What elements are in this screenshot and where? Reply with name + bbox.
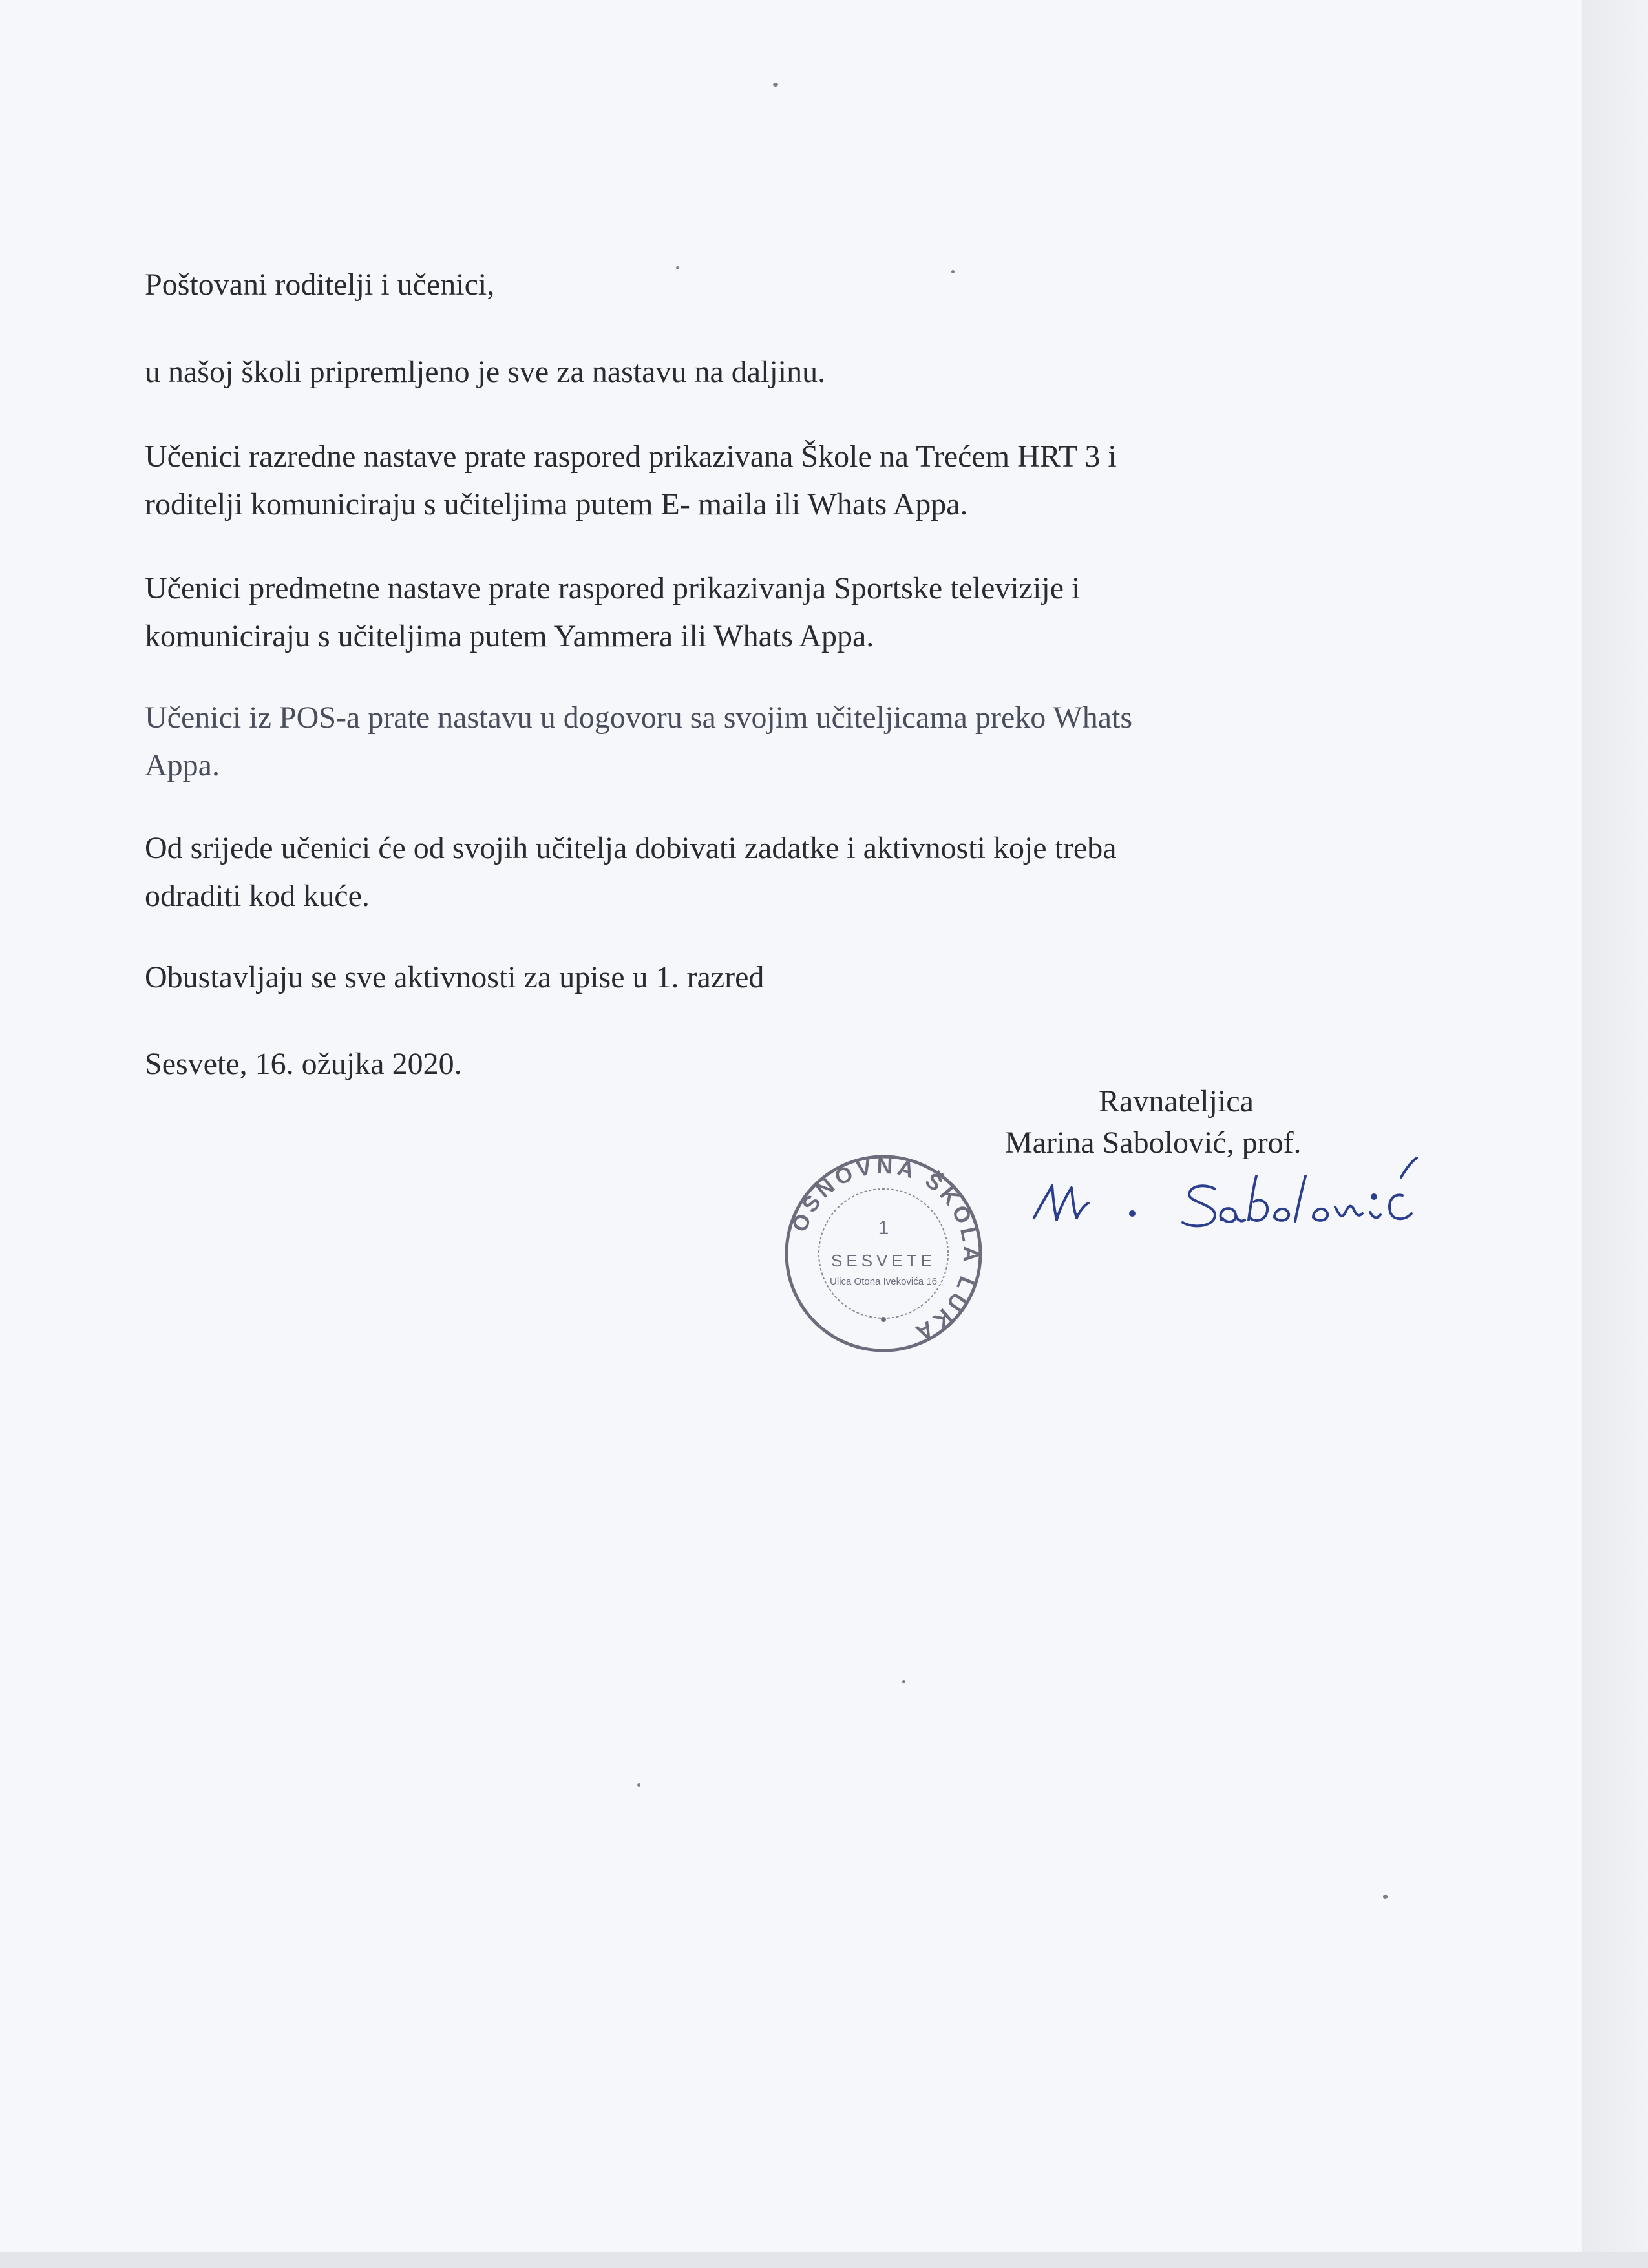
stamp-ring-text: OSNOVNA ŠKOLA LUKA: [787, 1153, 984, 1347]
stamp-number: 1: [878, 1217, 889, 1239]
paragraph-pos-students: [145, 694, 1132, 790]
paragraph-upper-grades: [145, 565, 1080, 660]
scanner-edge-right: [1582, 0, 1648, 2268]
paragraph-enrollment: Obustavljaju se sve aktivnosti za upise u 1. razred: [145, 960, 765, 994]
scanner-edge-bottom: [0, 2252, 1648, 2268]
paragraph-line: komuniciraju s učiteljima putem Yammera ili Whats Appa.: [145, 619, 874, 653]
paragraph-lower-grades: [145, 433, 1117, 529]
stamp-address: Ulica Otona Ivekovića 16: [830, 1276, 937, 1287]
stamp-graphic: [780, 1150, 987, 1357]
scan-speck: [773, 83, 778, 87]
letter-intro: u našoj školi pripremljeno je sve za nastavu na daljinu.: [145, 355, 826, 389]
signatory-name: Marina Sabolović, prof.: [1005, 1126, 1302, 1160]
scan-speck: [1383, 1895, 1388, 1899]
scan-speck: [676, 266, 679, 269]
stamp-dot: [881, 1317, 886, 1322]
paragraph-line: roditelji komuniciraju s učiteljima putem E- maila ili Whats Appa.: [145, 487, 968, 521]
paragraph-line: Appa.: [145, 748, 220, 782]
stamp-city: SESVETE: [831, 1251, 936, 1270]
paragraph-line: odraditi kod kuće.: [145, 879, 370, 913]
paragraph-line: Učenici razredne nastave prate raspored prikazivana Škole na Trećem HRT 3 i: [145, 439, 1117, 474]
scan-speck: [951, 270, 955, 273]
signature-graphic: [1021, 1150, 1422, 1247]
letter-greeting: Poštovani roditelji i učenici,: [145, 268, 495, 302]
signatory-role: Ravnateljica: [1099, 1084, 1254, 1118]
scan-speck: [637, 1783, 640, 1787]
paragraph-line: Od srijede učenici će od svojih učitelja dobivati zadatke i aktivnosti koje treba: [145, 831, 1117, 865]
place-date: Sesvete, 16. ožujka 2020.: [145, 1047, 462, 1081]
scan-speck: [902, 1680, 905, 1683]
handwritten-signature: [1021, 1150, 1422, 1247]
school-stamp: [780, 1150, 987, 1357]
paragraph-line: Učenici iz POS-a prate nastavu u dogovoru sa svojim učiteljicama preko Whats: [145, 700, 1133, 735]
paragraph-line: Učenici predmetne nastave prate raspored prikazivanja Sportske televizije i: [145, 571, 1081, 605]
paragraph-tasks: [145, 824, 1117, 920]
